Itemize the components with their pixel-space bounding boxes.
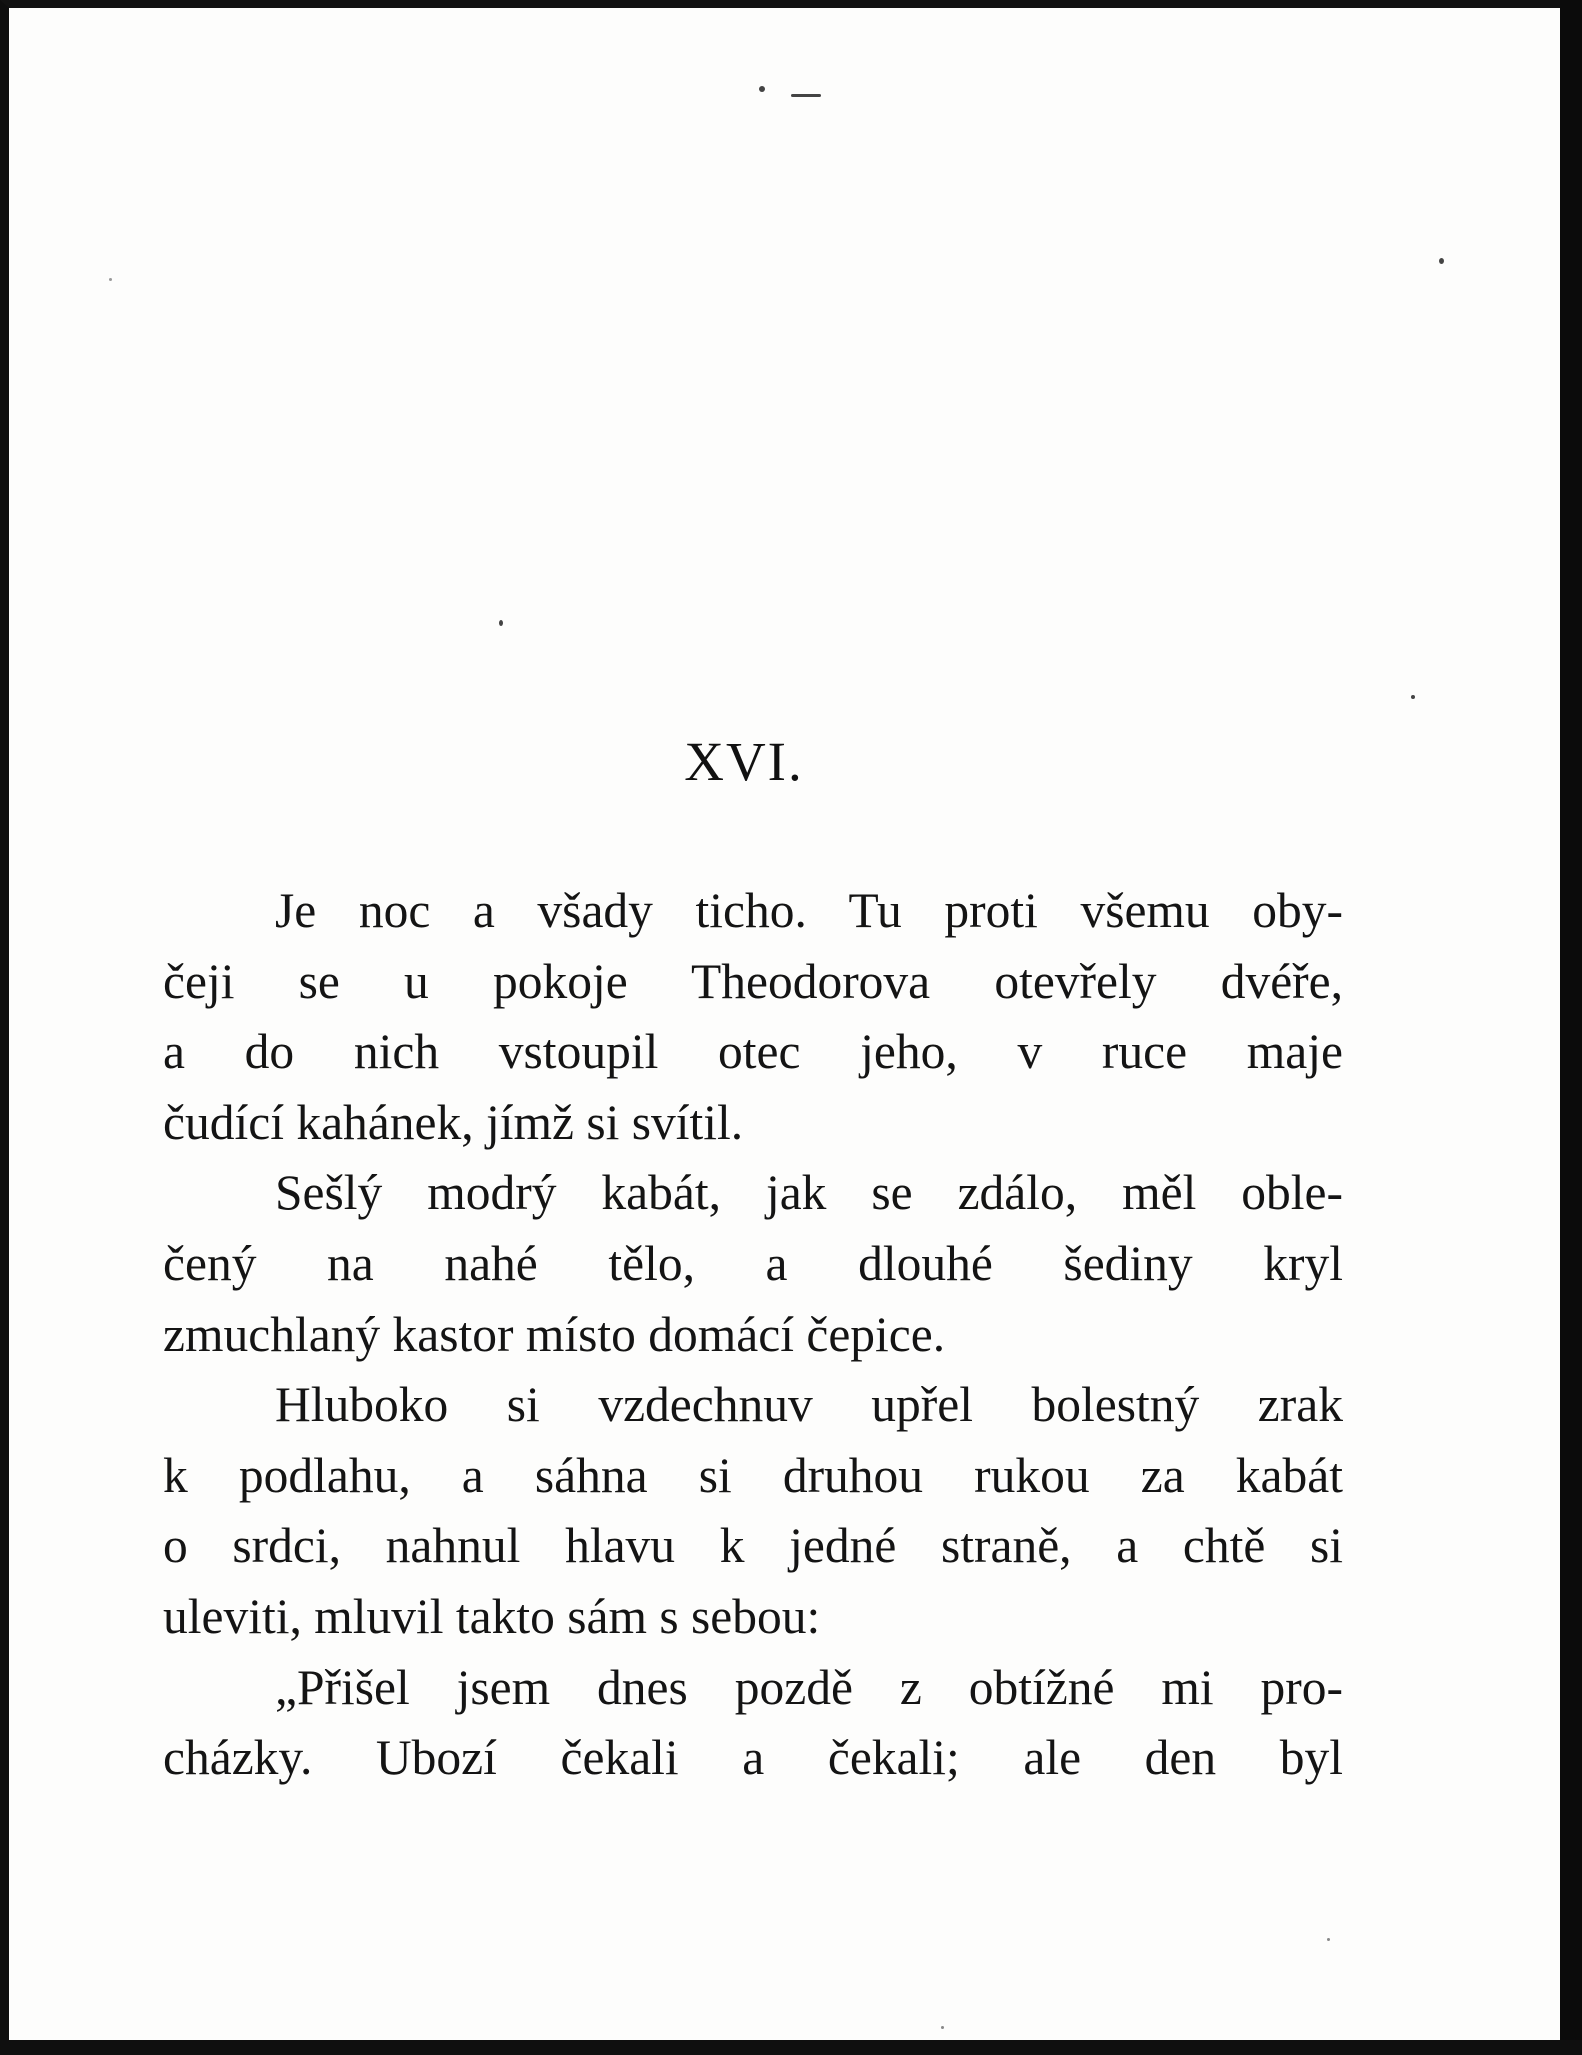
text-line: čudící kahánek, jímž si svítil.	[163, 1094, 744, 1150]
scan-speck	[1439, 258, 1444, 264]
scan-border-bottom	[0, 2040, 1582, 2055]
text-line: Hluboko si vzdechnuv upřel bolestný zrak	[275, 1377, 1343, 1433]
scan-speck	[109, 278, 112, 281]
body-text	[163, 876, 1343, 1794]
chapter-heading: XVI.	[684, 731, 804, 792]
text-line: „Přišel jsem dnes pozdě z obtížné mi pro-	[275, 1659, 1343, 1715]
text-line: zmuchlaný kastor místo domácí čepice.	[163, 1306, 946, 1362]
scan-speck	[791, 94, 821, 97]
text-line: cházky. Ubozí čekali a čekali; ale den byl	[163, 1730, 1343, 1786]
scan-speck	[1411, 695, 1415, 699]
text-line: uleviti, mluvil takto sám s sebou:	[163, 1588, 821, 1644]
text-line: čeji se u pokoje Theodorova otevřely dvéře,	[163, 953, 1343, 1009]
text-line: o srdci, nahnul hlavu k jedné straně, a chtě si	[163, 1518, 1343, 1574]
text-line: k podlahu, a sáhna si druhou rukou za kabát	[163, 1447, 1343, 1503]
scan-speck	[941, 2026, 944, 2029]
text-line: Sešlý modrý kabát, jak se zdálo, měl oble-	[275, 1165, 1343, 1221]
text-line: čený na nahé tělo, a dlouhé šediny kryl	[163, 1235, 1343, 1291]
scan-speck	[499, 620, 503, 626]
scan-speck	[759, 86, 765, 92]
text-line: Je noc a všady ticho. Tu proti všemu oby-	[275, 883, 1343, 938]
scan-speck	[1327, 1938, 1330, 1941]
text-line: a do nich vstoupil otec jeho, v ruce maje	[163, 1024, 1343, 1080]
scan-border-right	[1560, 0, 1582, 2055]
